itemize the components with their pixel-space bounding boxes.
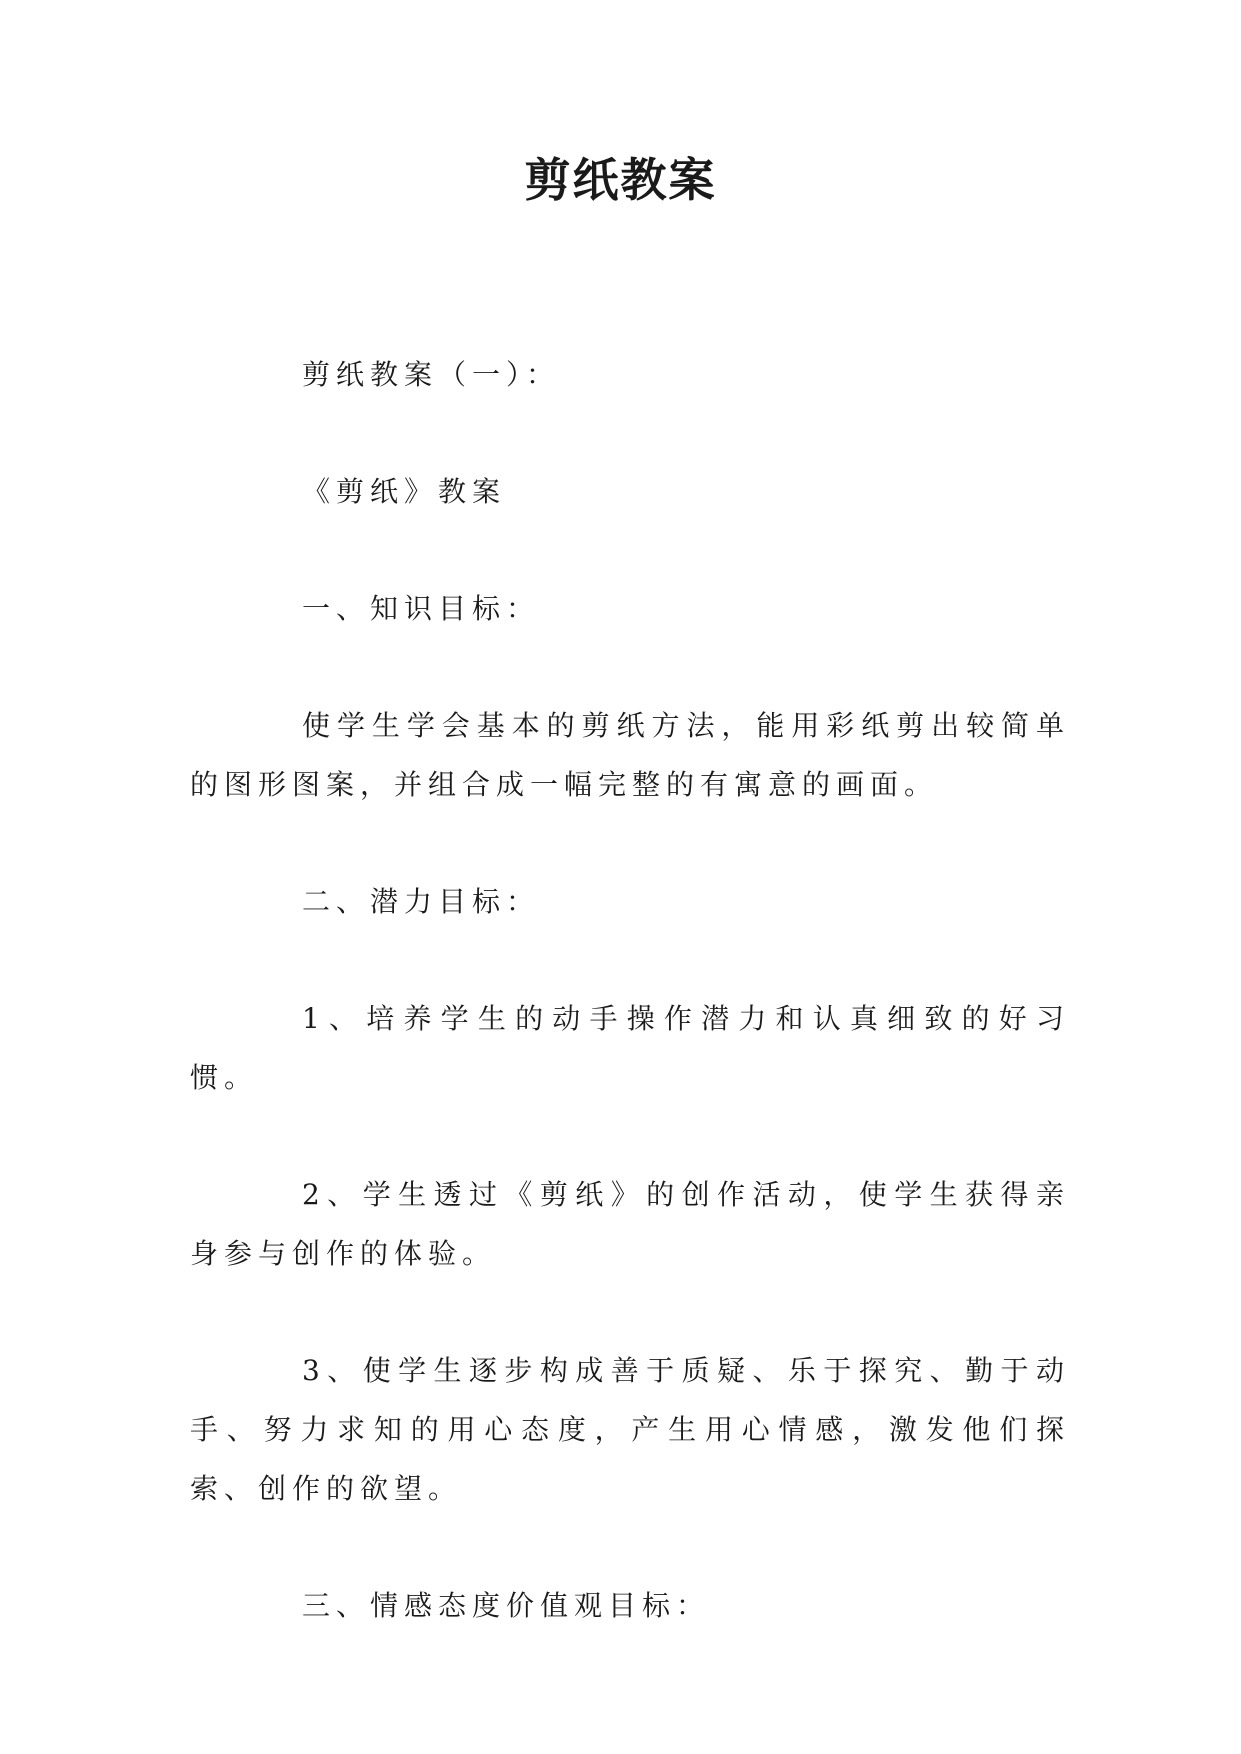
paragraph-lesson-title: 《剪纸》教案 xyxy=(302,475,507,508)
paragraph-lesson-heading: 剪纸教案（一）： xyxy=(302,358,561,391)
document-body xyxy=(190,345,1070,1693)
section-heading-ability: 二、潜力目标： xyxy=(302,885,541,918)
section-heading-values: 三、情感态度价值观目标： xyxy=(302,1589,711,1622)
paragraph-ability-goal-2: 2、学生透过《剪纸》的创作活动，使学生获得亲身参与创作的体验。 xyxy=(190,1178,1070,1270)
document-title: 剪纸教案 xyxy=(524,153,717,207)
paragraph-ability-goal-3: 3、使学生逐步构成善于质疑、乐于探究、勤于动手、努力求知的用心态度，产生用心情感，激发他们探索、创作的欲望。 xyxy=(190,1354,1070,1505)
paragraph-knowledge-goal: 使学生学会基本的剪纸方法，能用彩纸剪出较简单的图形图案，并组合成一幅完整的有寓意的画面。 xyxy=(190,709,1070,801)
paragraph-ability-goal-1: 1、培养学生的动手操作潜力和认真细致的好习惯。 xyxy=(190,1002,1070,1094)
section-heading-knowledge: 一、知识目标： xyxy=(302,592,541,625)
